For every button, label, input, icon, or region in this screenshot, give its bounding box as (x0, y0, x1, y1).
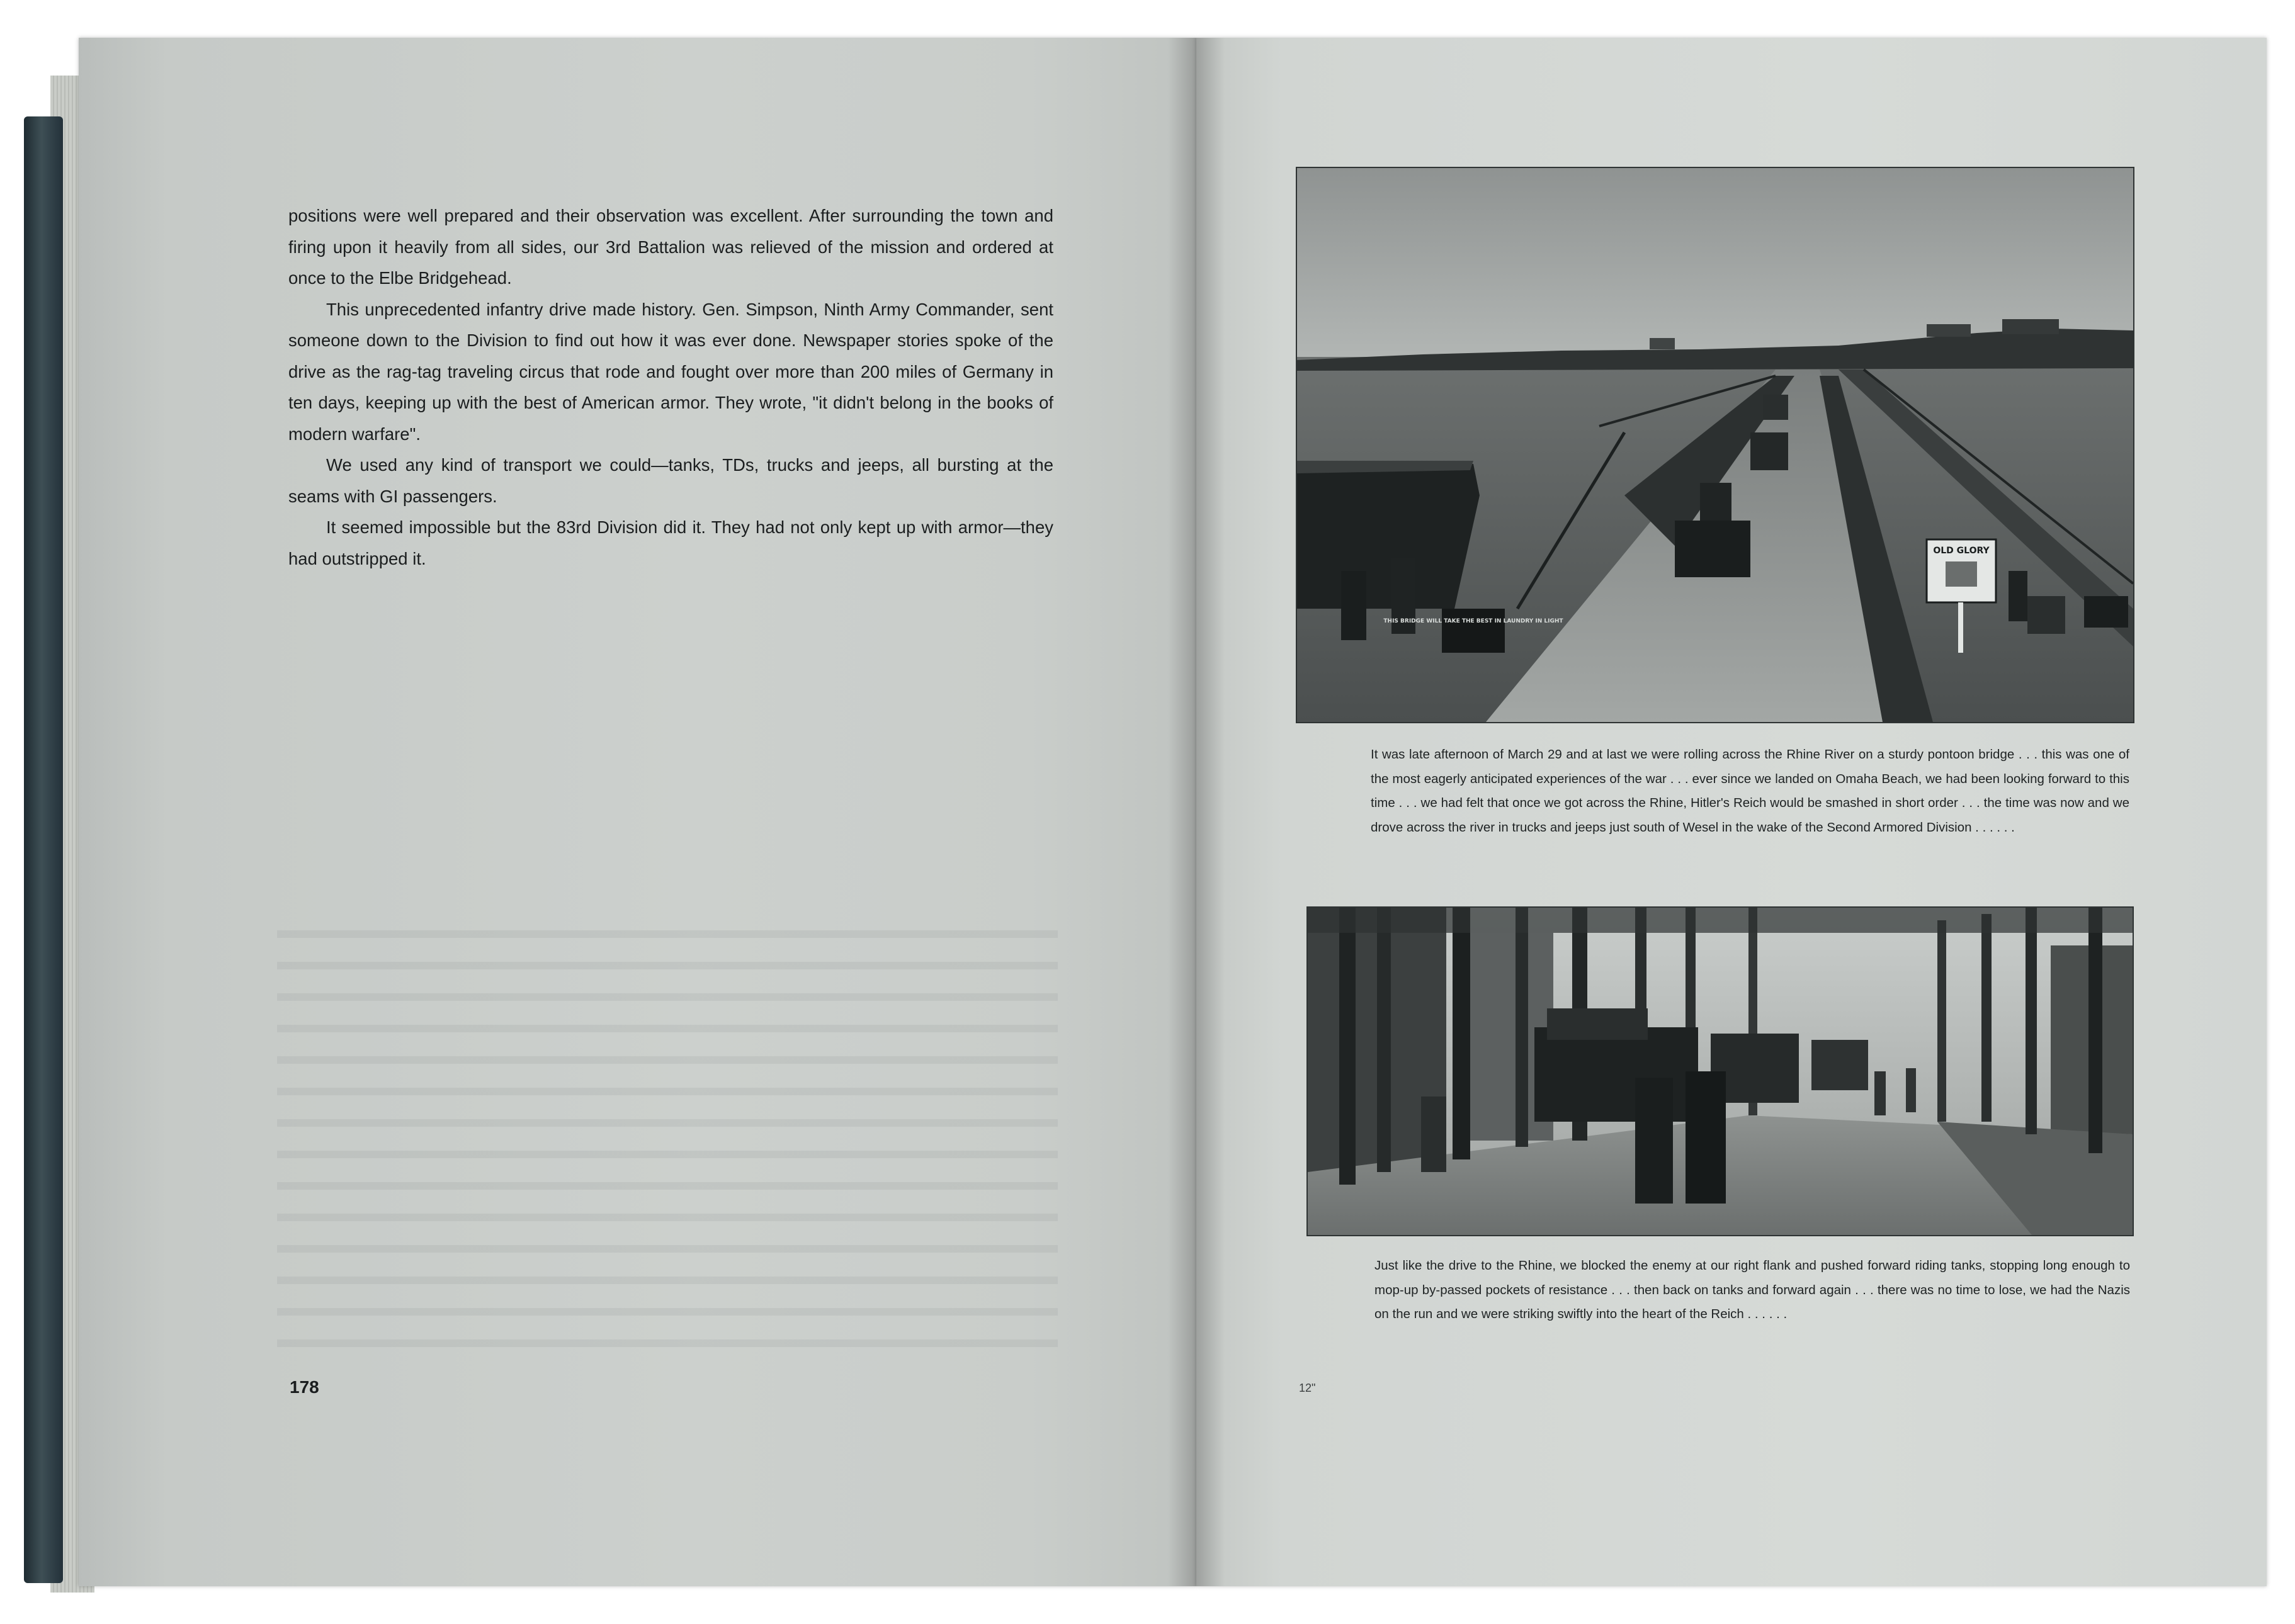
paragraph: positions were well prepared and their observation was excellent. After surrounding the town and firing upon it heavily from all sides, our 3rd Battalion was relieved of the mission and ordered at once to the Elbe Bridgehead. (288, 206, 1053, 288)
page-number-right: 12" (1299, 1382, 1316, 1394)
page-number-left: 178 (290, 1377, 319, 1397)
pontoon-bridge-image (1297, 168, 2133, 722)
paragraph: It seemed impossible but the 83rd Division did it. They had not only kept up with armor—they had outstripped it. (288, 517, 1053, 568)
caption-pontoon-bridge: It was late afternoon of March 29 and at last we were rolling across the Rhine River on a sturdy pontoon bridge . . . this was one of the most eagerly anticipated experiences of the war . . . ever since we landed on Omaha Beach, we had been looking forward to this time . . . we had felt that once we got across the Rhine, Hitler's Reich would be smashed in short order . . . the time was now and we drove across the river in trucks and jeeps just south of Wesel in the wake of the Second Armored Division . . . . . . (1371, 747, 2129, 835)
book-gutter (1168, 38, 1225, 1586)
show-through-text (277, 919, 1058, 1347)
caption-tanks-street: Just like the drive to the Rhine, we blocked the enemy at our right flank and pushed forward riding tanks, stopping long enough to mop-up by-passed pockets of resistance . . . then back on tanks and forward again . . . there was no time to lose, we had the Nazis on the run and we were striking swiftly into the heart of the Reich . . . . . . (1374, 1258, 2130, 1321)
left-page-body (288, 200, 1053, 574)
tanks-street-image (1308, 908, 2133, 1235)
bridge-sign-text: THIS BRIDGE WILL TAKE THE BEST IN LAUNDRY IN LIGHT (1383, 618, 1563, 624)
photo-tanks-street (1306, 906, 2134, 1236)
photo-pontoon-bridge (1296, 167, 2134, 723)
old-glory-sign-text: OLD GLORY (1933, 546, 1990, 556)
paragraph: We used any kind of transport we could—tanks, TDs, trucks and jeeps, all bursting at the seams with GI passengers. (288, 455, 1053, 506)
book-spine (24, 116, 63, 1583)
paragraph: This unprecedented infantry drive made history. Gen. Simpson, Ninth Army Commander, sent someone down to the Division to find out how it was ever done. Newspaper stories spoke of the drive as the rag-tag traveling circus that rode and fought over more than 200 miles of Germany in ten days, keeping up with the best of American armor. They wrote, "it didn't belong in the books of modern warfare". (288, 299, 1053, 444)
